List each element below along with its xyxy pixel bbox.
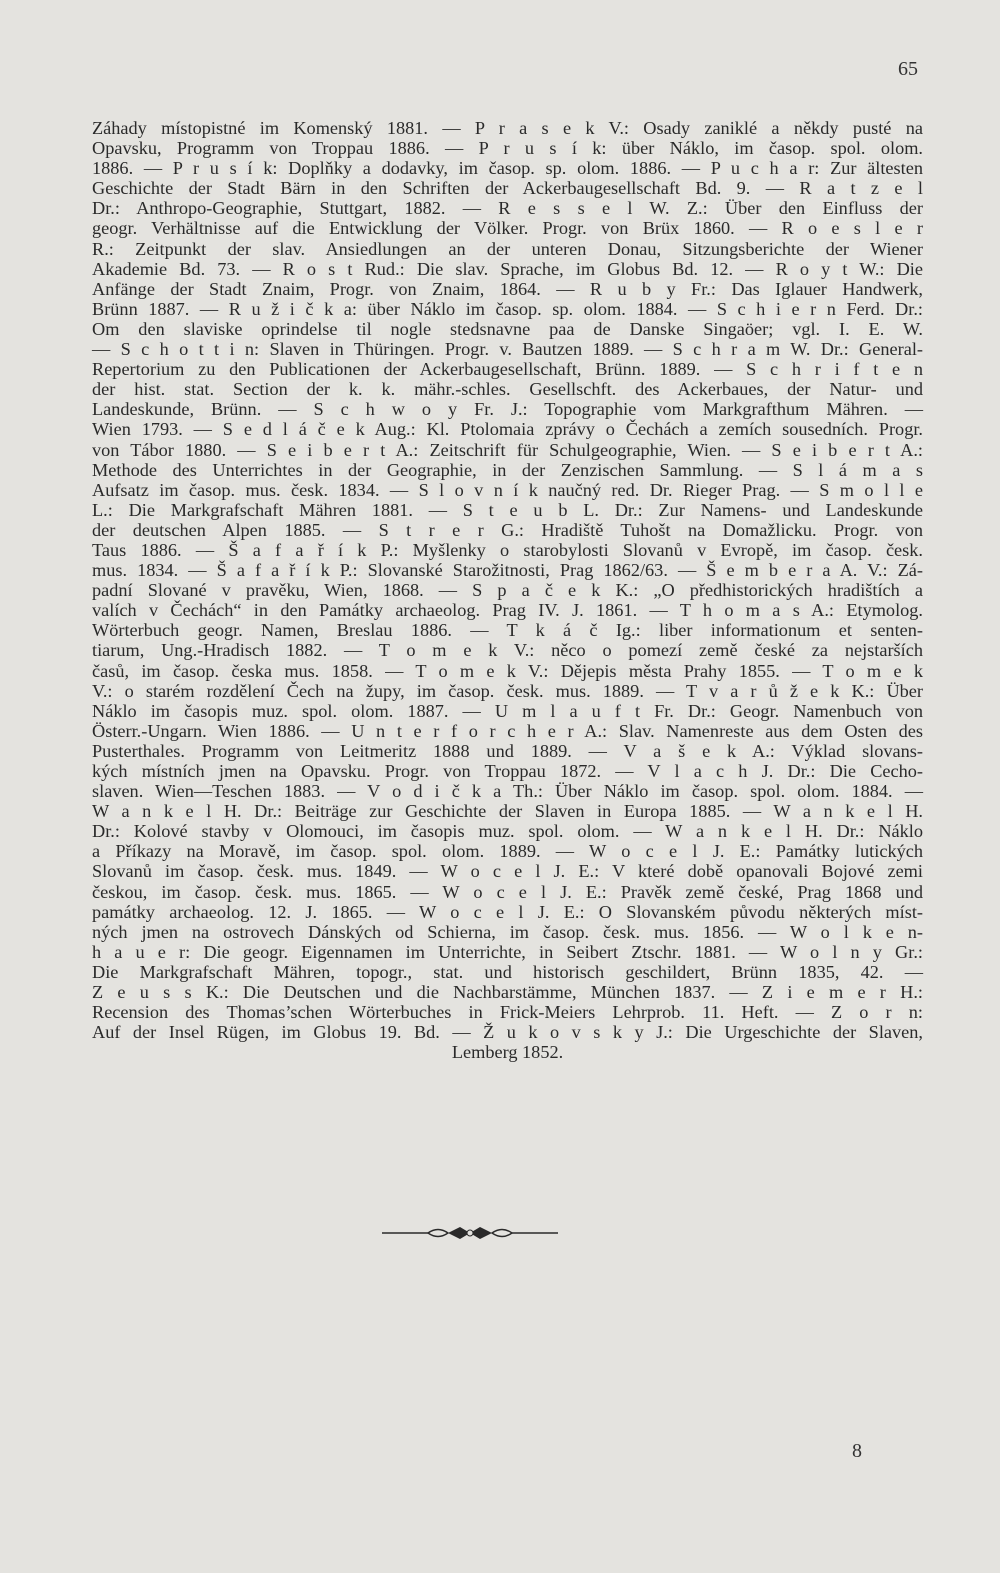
text-line: W a n k e l H. Dr.: Beiträge zur Geschichte der Slaven in Europa 1885. — W a n k e l H. (92, 801, 923, 822)
text-line: der hist. stat. Section der k. k. mähr.-schles. Gesellschft. des Ackerbaues, der Natur- und (92, 379, 923, 400)
text-line: Om den slaviske oprindelse til nogle stedsnavne paa de Danske Singaöer; vgl. I. E. W. (92, 318, 923, 339)
text-line: Opavsku, Programm von Troppau 1886. — P r u s í k: über Náklo, im časop. spol. olom. (92, 138, 923, 159)
bibliography-text (92, 118, 923, 1062)
text-line: 1886. — P r u s í k: Doplňky a dodavky, im časop. sp. olom. 1886. — P u c h a r: Zur ältesten (92, 158, 923, 179)
text-line: kých místních jmen na Opavsku. Progr. von Troppau 1872. — V l a c h J. Dr.: Die Cecho- (92, 761, 923, 781)
text-line: mus. 1834. — Š a f a ř í k P.: Slovanské Starožitnosti, Prag 1862/63. — Š e m b e r a A. V.: Zá- (92, 560, 923, 581)
text-line: Náklo im časopis muz. spol. olom. 1887. — U m l a u f t Fr. Dr.: Geogr. Namenbuch von (92, 700, 923, 721)
text-line: L.: Die Markgrafschaft Mähren 1881. — S t e u b L. Dr.: Zur Namens- und Landeskunde (92, 499, 923, 520)
text-line: valích v Čechách“ in den Památky archaeolog. Prag IV. J. 1861. — T h o m a s A.: Etymolog. (92, 600, 923, 621)
text-line: Taus 1886. — Š a f a ř í k P.: Myšlenky o starobylosti Slovanů v Evropě, im časop. česk. (92, 539, 923, 560)
text-line: Záhady místopistné im Komenský 1881. — P r a s e k V.: Osady zaniklé a někdy pusté na (92, 118, 923, 138)
text-line: Anfänge der Stadt Znaim, Progr. von Znaim, 1864. — R u b y Fr.: Das Iglauer Handwerk, (92, 278, 923, 299)
text-line: Die Markgrafschaft Mähren, topogr., stat. und historisch geschildert, Brünn 1835, 42. — (92, 961, 923, 982)
text-line: V.: o starém rozdělení Čech na župy, im časop. česk. mus. 1889. — T v a r ů ž e k K.: Über (92, 680, 923, 701)
text-line: Pusterthales. Programm von Leitmeritz 1888 und 1889. — V a š e k A.: Výklad slovans- (92, 740, 923, 761)
text-line: Österr.-Ungarn. Wien 1886. — U n t e r f o r c h e r A.: Slav. Namenreste aus dem Osten des (92, 720, 923, 741)
text-line: Landeskunde, Brünn. — S c h w o y Fr. J.: Topographie vom Markgrafthum Mähren. — (92, 399, 923, 420)
text-line: von Tábor 1880. — S e i b e r t A.: Zeitschrift für Schulgeographie, Wien. — S e i b e r t A.: (92, 439, 923, 460)
text-line: a Příkazy na Moravě, im časop. spol. olom. 1889. — W o c e l J. E.: Památky lutických (92, 841, 923, 862)
text-line: Slovanů im časop. česk. mus. 1849. — W o c e l J. E.: V které době opanovali Bojové zemi (92, 861, 923, 882)
text-line: Aufsatz im časop. mus. česk. 1834. — S l o v n í k naučný red. Dr. Rieger Prag. — S m o l l e (92, 479, 923, 500)
text-line: Geschichte der Stadt Bärn in den Schriften der Ackerbaugesellschaft Bd. 9. — R a t z e l (92, 178, 923, 199)
text-line: der deutschen Alpen 1885. — S t r e r G.: Hradiště Tuhošt na Domažlicku. Progr. von (92, 519, 923, 540)
text-line: Dr.: Anthropo-Geographie, Stuttgart, 1882. — R e s s e l W. Z.: Über den Einfluss der (92, 198, 923, 219)
text-line: tiarum, Ung.-Hradisch 1882. — T o m e k V.: něco o pomezí země české za nejstarších (92, 640, 923, 661)
text-line: h a u e r: Die geogr. Eigennamen im Unterrichte, in Seibert Ztschr. 1881. — W o l n y Gr.: (92, 941, 923, 962)
text-line: Repertorium zu den Publicationen der Ackerbaugesellschaft, Brünn. 1889. — S c h r i f t e n (92, 359, 923, 380)
text-line-last: Lemberg 1852. (451, 1042, 564, 1063)
text-line: Methode des Unterrichtes in der Geographie, in der Zenzischen Sammlung. — S l á m a s (92, 459, 923, 480)
text-line: slaven. Wien—Teschen 1883. — V o d i č k a Th.: Über Náklo im časop. spol. olom. 1884. — (92, 781, 923, 802)
text-line: — S c h o t t i n: Slaven in Thüringen. Progr. v. Bautzen 1889. — S c h r a m W. Dr.: General- (92, 339, 923, 360)
text-line: R.: Zeitpunkt der slav. Ansiedlungen an der unteren Donau, Sitzungsberichte der Wiener (92, 238, 923, 259)
text-line: Recension des Thomas’schen Wörterbuches in Frick-Meiers Lehrprob. 11. Heft. — Z o r n: (92, 1002, 923, 1023)
decorative-ornament-divider (380, 1223, 560, 1243)
text-line: časů, im časop. česka mus. 1858. — T o m e k V.: Dějepis města Prahy 1855. — T o m e k (92, 660, 923, 681)
text-line: Wien 1793. — S e d l á č e k Aug.: Kl. Ptolomaia zprávy o Čechách a zemích sousedních. Progr. (92, 419, 923, 440)
text-line: Wörterbuch geogr. Namen, Breslau 1886. — T k á č Ig.: liber informationum et senten- (92, 620, 923, 641)
text-line: Dr.: Kolové stavby v Olomouci, im časopis muz. spol. olom. — W a n k e l H. Dr.: Náklo (92, 821, 923, 842)
printer-signature-mark: 8 (852, 1440, 862, 1462)
text-line: padní Slované v pravěku, Wien, 1868. — S p a č e k K.: „O předhistorických hradištích a (92, 580, 923, 601)
text-line: geogr. Verhältnisse auf die Entwicklung der Völker. Progr. von Brüx 1860. — R o e s l e r (92, 218, 923, 239)
page-number: 65 (898, 58, 918, 80)
text-line: ných jmen na ostrovech Dánských od Schierna, im časop. česk. mus. 1856. — W o l k e n- (92, 921, 923, 942)
text-line: Akademie Bd. 73. — R o s t Rud.: Die slav. Sprache, im Globus Bd. 12. — R o y t W.: Die (92, 258, 923, 279)
text-line: českou, im časop. česk. mus. 1865. — W o c e l J. E.: Pravěk země české, Prag 1868 und (92, 881, 923, 902)
text-line: památky archaeolog. 12. J. 1865. — W o c e l J. E.: O Slovanském původu některých míst- (92, 901, 923, 922)
text-line: Brünn 1887. — R u ž i č k a: über Náklo im časop. sp. olom. 1884. — S c h i e r n Ferd. Dr.: (92, 298, 923, 319)
text-line: Z e u s s K.: Die Deutschen und die Nachbarstämme, München 1837. — Z i e m e r H.: (92, 982, 923, 1003)
text-line: Auf der Insel Rügen, im Globus 19. Bd. — Ž u k o v s k y J.: Die Urgeschichte der Slaven, (92, 1022, 923, 1043)
